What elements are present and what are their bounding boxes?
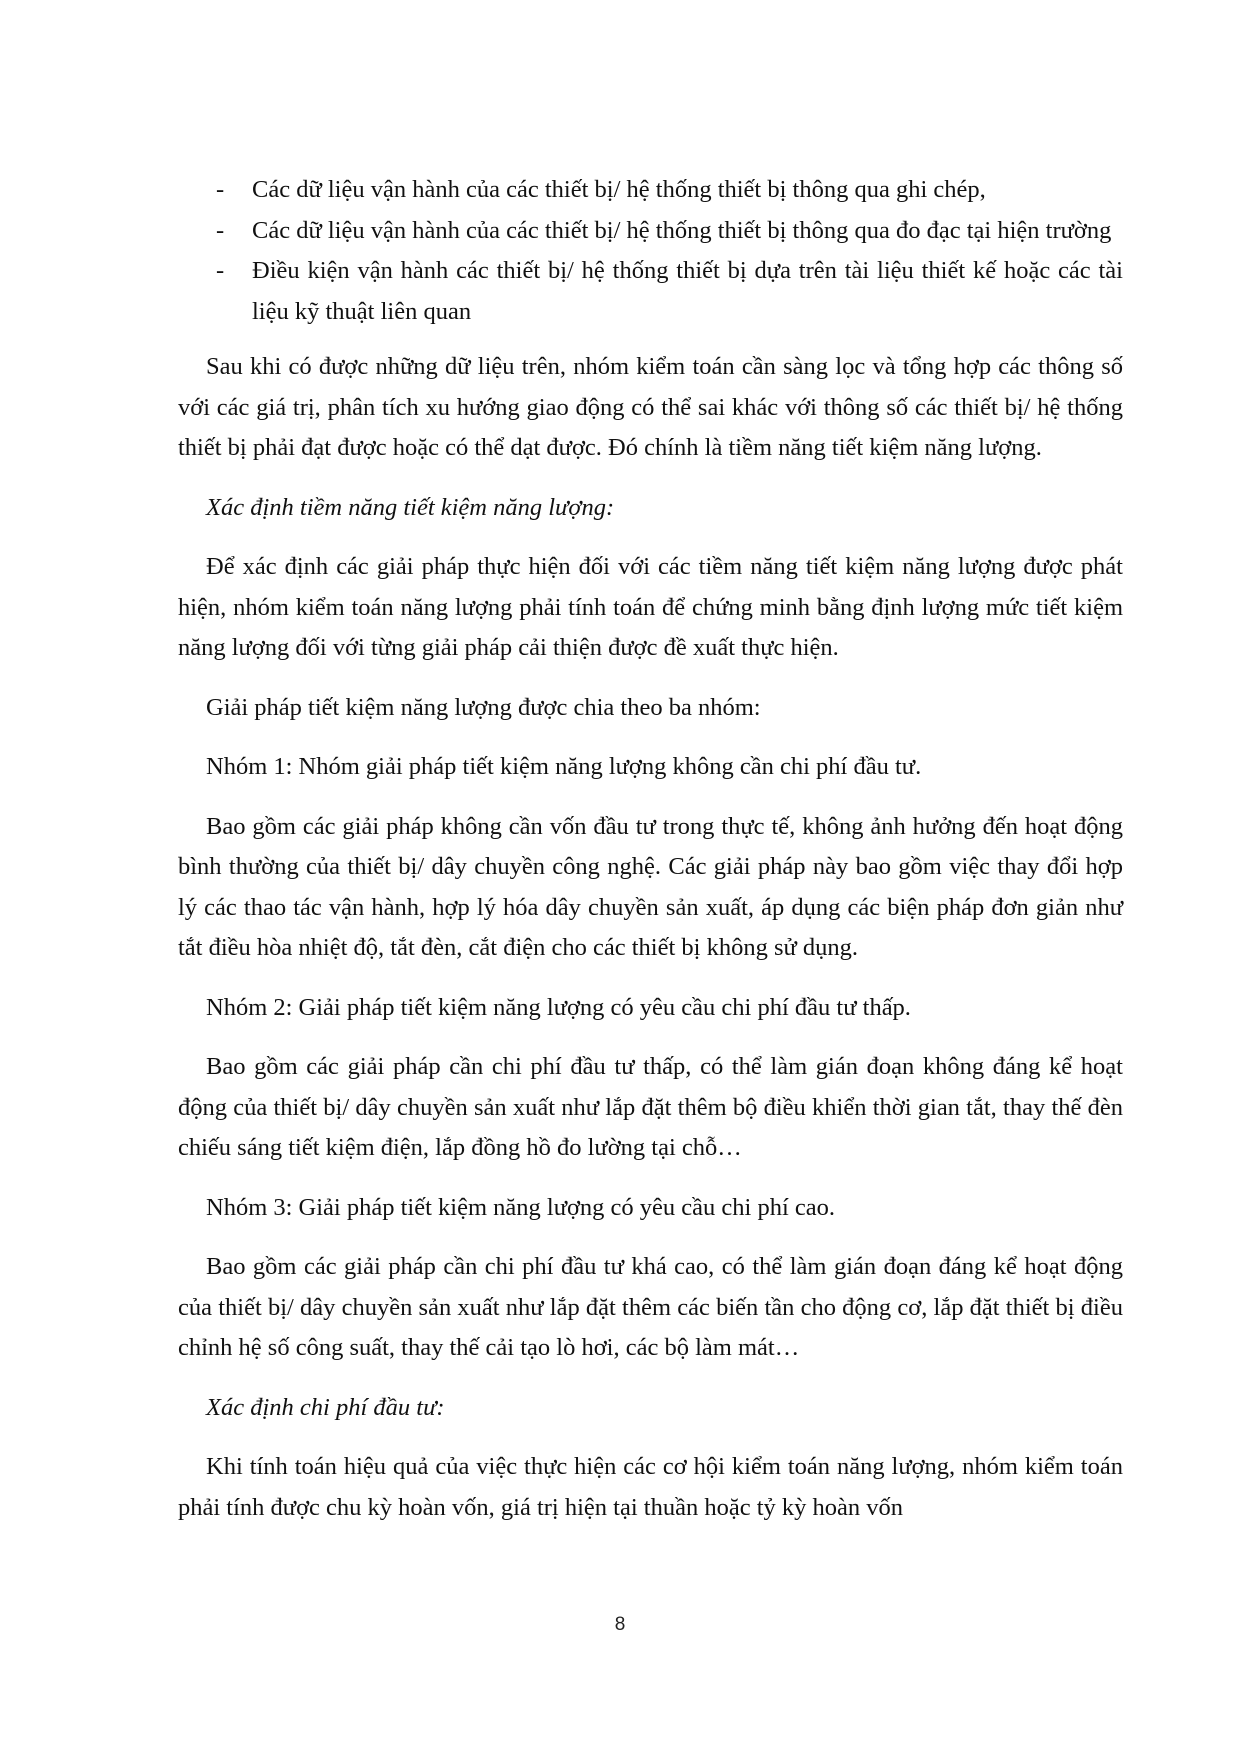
group-2-heading: Nhóm 2: Giải pháp tiết kiệm năng lượng có yêu cầu chi phí đầu tư thấp. [206, 993, 911, 1021]
bullet-marker: - [216, 176, 225, 203]
page-content [178, 170, 1123, 1547]
page-number: 8 [614, 1614, 626, 1635]
subheading-savings-potential: Xác định tiềm năng tiết kiệm năng lượng: [206, 493, 615, 521]
list-item [178, 170, 1123, 211]
bullet-text: Các dữ liệu vận hành của các thiết bị/ hệ thống thiết bị thông qua đo đạc tại hiện trường [252, 216, 1112, 244]
subheading-investment-cost: Xác định chi phí đầu tư: [206, 1393, 445, 1421]
list-item [178, 211, 1123, 252]
paragraph-quantify-savings: Để xác định các giải pháp thực hiện đối với các tiềm năng tiết kiệm năng lượng được phát hiện, nhóm kiểm toán năng lượng phải tính toán để chứng minh bằng định lượng mức tiết kiệm năng lượng đối với từng giải pháp cải thiện được đề xuất thực hiện. [178, 553, 1123, 661]
list-item [178, 251, 1123, 332]
bullet-text: Các dữ liệu vận hành của các thiết bị/ hệ thống thiết bị thông qua ghi chép, [252, 176, 986, 203]
group-3-description: Bao gồm các giải pháp cần chi phí đầu tư khá cao, có thể làm gián đoạn đáng kể hoạt động của thiết bị/ dây chuyền sản xuất như lắp đặt thêm các biến tần cho động cơ, lắp đặt thiết bị điều chỉnh hệ số công suất, thay thế cải tạo lò hơi, các bộ làm mát… [178, 1253, 1123, 1361]
bullet-marker: - [216, 216, 225, 244]
bullet-list [178, 170, 1123, 332]
paragraph-payback: Khi tính toán hiệu quả của việc thực hiện các cơ hội kiểm toán năng lượng, nhóm kiểm toán phải tính được chu kỳ hoàn vốn, giá trị hiện tại thuần hoặc tỷ kỳ hoàn vốn [178, 1453, 1123, 1521]
group-3-heading: Nhóm 3: Giải pháp tiết kiệm năng lượng có yêu cầu chi phí cao. [206, 1193, 836, 1221]
paragraph-data-review: Sau khi có được những dữ liệu trên, nhóm kiểm toán cần sàng lọc và tổng hợp các thông số với các giá trị, phân tích xu hướng giao động có thể sai khác với thông số các thiết bị/ hệ thống thiết bị phải đạt được hoặc có thể dạt được. Đó chính là tiềm năng tiết kiệm năng lượng. [178, 353, 1123, 461]
group-1-heading: Nhóm 1: Nhóm giải pháp tiết kiệm năng lượng không cần chi phí đầu tư. [206, 753, 922, 780]
bullet-marker: - [216, 257, 225, 284]
paragraph-solution-groups-intro: Giải pháp tiết kiệm năng lượng được chia theo ba nhóm: [206, 693, 761, 721]
group-1-description: Bao gồm các giải pháp không cần vốn đầu tư trong thực tế, không ảnh hưởng đến hoạt động bình thường của thiết bị/ dây chuyền công nghệ. Các giải pháp này bao gồm việc thay đổi hợp lý các thao tác vận hành, hợp lý hóa dây chuyền sản xuất, áp dụng các biện pháp đơn giản như tắt điều hòa nhiệt độ, tắt đèn, cắt điện cho các thiết bị không sử dụng. [178, 812, 1123, 961]
bullet-text: Điều kiện vận hành các thiết bị/ hệ thống thiết bị dựa trên tài liệu thiết kế hoặc các tài liệu kỹ thuật liên quan [252, 257, 1123, 325]
group-2-description: Bao gồm các giải pháp cần chi phí đầu tư thấp, có thể làm gián đoạn không đáng kể hoạt động của thiết bị/ dây chuyền sản xuất như lắp đặt thêm bộ điều khiển thời gian tắt, thay thế đèn chiếu sáng tiết kiệm điện, lắp đồng hồ đo lường tại chỗ… [178, 1053, 1123, 1161]
